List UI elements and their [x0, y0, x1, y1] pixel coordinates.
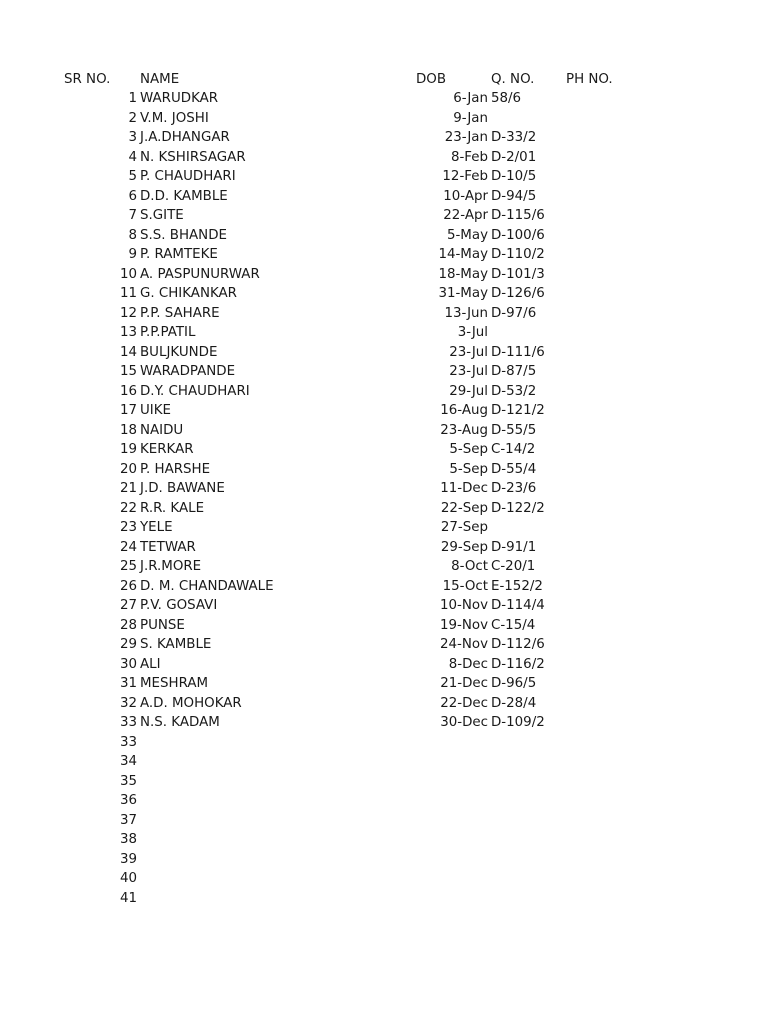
sr-no-cell: 29 [119, 637, 137, 652]
table-row [0, 460, 768, 480]
dob-cell: 29-Sep [440, 539, 488, 555]
sr-no-cell: 5 [128, 169, 137, 184]
sr-no-cell: 16 [119, 383, 137, 399]
table-row [0, 265, 768, 285]
table-row [0, 596, 768, 616]
name-cell: ALI [140, 656, 161, 672]
table-row [0, 518, 768, 538]
table-row [0, 616, 768, 636]
q-no-cell: D-121/2 [491, 403, 545, 418]
q-no-cell: D-55/4 [491, 461, 537, 477]
sr-no-cell: 26 [119, 578, 137, 594]
sr-no-cell: 4 [128, 149, 137, 165]
sr-no-cell: 34 [119, 754, 137, 769]
dob-cell: 8-Dec [448, 656, 488, 672]
dob-cell: 24-Nov [439, 637, 488, 652]
q-no-cell: D-110/2 [491, 247, 545, 262]
dob-cell: 5-Sep [449, 461, 488, 477]
table-body [0, 89, 768, 908]
sr-no-cell: 17 [119, 403, 137, 418]
sr-no-cell: 12 [119, 305, 137, 321]
dob-cell: 23-Aug [440, 422, 488, 438]
sr-no-cell: 7 [128, 208, 137, 223]
sr-no-cell: 24 [119, 539, 137, 555]
name-cell: WARADPANDE [140, 364, 236, 379]
table-row [0, 128, 768, 148]
name-cell: J.D. BAWANE [140, 481, 225, 496]
dob-cell: 27-Sep [440, 520, 488, 535]
name-cell: P. RAMTEKE [140, 247, 218, 262]
name-cell: TETWAR [140, 539, 196, 555]
name-cell: P.V. GOSAVI [140, 598, 218, 613]
q-no-cell: D-55/5 [491, 422, 537, 438]
sr-no-cell: 10 [119, 266, 137, 282]
name-cell: G. CHIKANKAR [140, 286, 237, 301]
name-cell: A. PASPUNURWAR [140, 266, 260, 282]
table-row [0, 109, 768, 129]
name-cell: NAIDU [140, 422, 184, 438]
sr-no-cell: 30 [119, 656, 137, 672]
sr-no-cell: 35 [119, 773, 137, 789]
table-row [0, 245, 768, 265]
sr-no-cell: 27 [119, 598, 137, 613]
sr-no-cell: 21 [119, 481, 137, 496]
sr-no-cell: 36 [119, 793, 137, 808]
name-cell: N.S. KADAM [140, 715, 220, 730]
q-no-cell: C-15/4 [491, 617, 536, 633]
table-row [0, 226, 768, 246]
name-cell: D. M. CHANDAWALE [140, 578, 274, 594]
q-no-cell: D-53/2 [491, 383, 537, 399]
q-no-cell: D-94/5 [491, 188, 537, 204]
sr-no-cell: 41 [119, 890, 137, 906]
name-cell: PUNSE [140, 617, 185, 633]
sr-no-cell: 15 [119, 364, 137, 379]
table-row [0, 850, 768, 870]
sr-no-cell: 14 [119, 344, 137, 360]
name-cell: N. KSHIRSAGAR [140, 149, 246, 165]
q-no-cell: D-2/01 [491, 149, 537, 165]
q-no-cell: 58/6 [491, 91, 522, 106]
name-cell: P.P.PATIL [140, 325, 196, 340]
dob-cell: 8-Feb [450, 149, 488, 165]
dob-cell: 11-Dec [440, 481, 488, 496]
q-no-cell: D-109/2 [491, 715, 545, 730]
table-row [0, 304, 768, 324]
table-row [0, 557, 768, 577]
q-no-cell: D-96/5 [491, 676, 537, 691]
table-row [0, 811, 768, 831]
name-cell: A.D. MOHOKAR [140, 695, 242, 711]
table-row [0, 869, 768, 889]
dob-cell: 14-May [438, 247, 488, 262]
dob-cell: 13-Jun [444, 305, 488, 321]
table-row [0, 362, 768, 382]
table-row [0, 401, 768, 421]
table-row [0, 791, 768, 811]
header-dob: DOB [416, 72, 447, 87]
dob-cell: 10-Nov [439, 598, 488, 613]
sr-no-cell: 40 [119, 871, 137, 886]
dob-cell: 22-Apr [443, 208, 488, 223]
dob-cell: 23-Jul [449, 364, 488, 379]
table-row [0, 343, 768, 363]
q-no-cell: D-122/2 [491, 500, 545, 516]
table-row [0, 440, 768, 460]
table-row [0, 89, 768, 109]
sr-no-cell: 33 [119, 734, 137, 750]
name-cell: UIKE [140, 403, 171, 418]
sr-no-cell: 22 [119, 500, 137, 516]
dob-cell: 19-Nov [439, 617, 488, 633]
sr-no-cell: 6 [128, 188, 137, 204]
name-cell: KERKAR [140, 442, 194, 457]
name-cell: P.P. SAHARE [140, 305, 220, 321]
sr-no-cell: 1 [128, 91, 137, 106]
sr-no-cell: 28 [119, 617, 137, 633]
name-cell: D.D. KAMBLE [140, 188, 228, 204]
q-no-cell: C-20/1 [491, 559, 536, 574]
dob-cell: 21-Dec [440, 676, 488, 691]
q-no-cell: D-91/1 [491, 539, 537, 555]
table-row [0, 499, 768, 519]
header-sr-no: SR NO. [64, 72, 111, 87]
sr-no-cell: 8 [128, 227, 137, 243]
name-cell: J.R.MORE [140, 559, 202, 574]
table-row [0, 206, 768, 226]
q-no-cell: D-112/6 [491, 637, 545, 652]
q-no-cell: D-87/5 [491, 364, 537, 379]
name-cell: S.S. BHANDE [140, 227, 227, 243]
name-cell: P. HARSHE [140, 461, 211, 477]
table-row [0, 655, 768, 675]
header-q-no: Q. NO. [491, 72, 535, 87]
dob-cell: 23-Jan [444, 130, 488, 145]
dob-cell: 23-Jul [449, 344, 488, 360]
name-cell: S.GITE [140, 208, 184, 223]
q-no-cell: D-126/6 [491, 286, 545, 301]
table-row [0, 694, 768, 714]
dob-cell: 29-Jul [449, 383, 488, 399]
dob-cell: 12-Feb [442, 169, 488, 184]
dob-cell: 31-May [438, 286, 488, 301]
table-row [0, 577, 768, 597]
name-cell: V.M. JOSHI [140, 110, 209, 126]
sr-no-cell: 3 [128, 130, 137, 145]
dob-cell: 22-Sep [440, 500, 488, 516]
name-cell: BULJKUNDE [140, 344, 218, 360]
table-row [0, 167, 768, 187]
name-cell: WARUDKAR [140, 91, 219, 106]
table-row [0, 733, 768, 753]
q-no-cell: D-10/5 [491, 169, 537, 184]
q-no-cell: D-100/6 [491, 227, 545, 243]
dob-cell: 6-Jan [453, 91, 488, 106]
q-no-cell: D-23/6 [491, 481, 537, 496]
table-row [0, 752, 768, 772]
dob-cell: 18-May [438, 266, 488, 282]
dob-cell: 5-Sep [449, 442, 488, 457]
q-no-cell: E-152/2 [491, 578, 543, 594]
sr-no-cell: 9 [128, 247, 137, 262]
sr-no-cell: 11 [119, 286, 137, 301]
dob-cell: 22-Dec [440, 695, 488, 711]
sr-no-cell: 37 [119, 812, 137, 828]
table-row [0, 674, 768, 694]
table-row [0, 713, 768, 733]
table-row [0, 284, 768, 304]
table-header [0, 70, 768, 90]
table-row [0, 772, 768, 792]
dob-cell: 10-Apr [443, 188, 488, 204]
sr-no-cell: 20 [119, 461, 137, 477]
header-ph-no: PH NO. [566, 72, 613, 87]
sr-no-cell: 23 [119, 520, 137, 535]
sr-no-cell: 25 [119, 559, 137, 574]
sr-no-cell: 38 [119, 832, 137, 847]
dob-cell: 5-May [446, 227, 488, 243]
sr-no-cell: 2 [128, 110, 137, 126]
q-no-cell: D-101/3 [491, 266, 545, 282]
table-row [0, 889, 768, 909]
table-row [0, 538, 768, 558]
table-row [0, 635, 768, 655]
dob-cell: 15-Oct [442, 578, 488, 594]
sr-no-cell: 13 [119, 325, 137, 340]
sr-no-cell: 33 [119, 715, 137, 730]
table-row [0, 382, 768, 402]
table-row [0, 421, 768, 441]
dob-cell: 9-Jan [453, 110, 488, 126]
name-cell: YELE [140, 520, 173, 535]
name-cell: D.Y. CHAUDHARI [140, 383, 250, 399]
name-cell: MESHRAM [140, 676, 209, 691]
sr-no-cell: 19 [119, 442, 137, 457]
q-no-cell: D-114/4 [491, 598, 545, 613]
dob-cell: 30-Dec [440, 715, 488, 730]
name-cell: P. CHAUDHARI [140, 169, 236, 184]
table-row [0, 187, 768, 207]
name-cell: S. KAMBLE [140, 637, 212, 652]
q-no-cell: C-14/2 [491, 442, 536, 457]
sr-no-cell: 39 [119, 851, 137, 867]
q-no-cell: D-111/6 [491, 344, 545, 360]
name-cell: J.A.DHANGAR [140, 130, 230, 145]
dob-cell: 3-Jul [457, 325, 488, 340]
dob-cell: 8-Oct [451, 559, 488, 574]
sr-no-cell: 32 [119, 695, 137, 711]
table-row [0, 323, 768, 343]
q-no-cell: D-33/2 [491, 130, 537, 145]
dob-cell: 16-Aug [440, 403, 488, 418]
name-cell: R.R. KALE [140, 500, 205, 516]
table-row [0, 148, 768, 168]
sr-no-cell: 18 [119, 422, 137, 438]
q-no-cell: D-116/2 [491, 656, 545, 672]
q-no-cell: D-28/4 [491, 695, 537, 711]
q-no-cell: D-97/6 [491, 305, 537, 321]
sr-no-cell: 31 [119, 676, 137, 691]
table-row [0, 479, 768, 499]
table-row [0, 830, 768, 850]
q-no-cell: D-115/6 [491, 208, 545, 223]
header-name: NAME [140, 72, 180, 87]
